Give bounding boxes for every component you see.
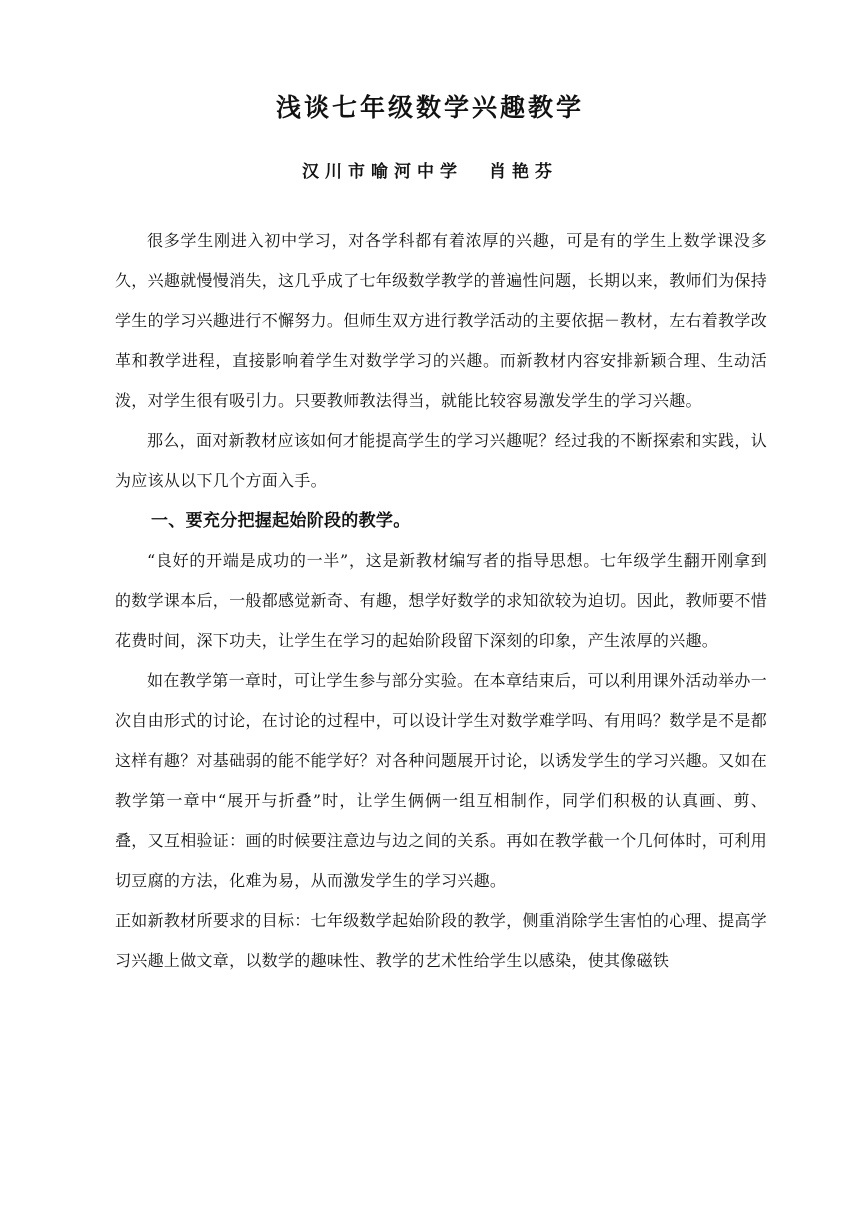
- document-title: 浅谈七年级数学兴趣教学: [275, 93, 584, 122]
- section-heading-1: 一、要充分把握起始阶段的教学。: [151, 511, 411, 531]
- author-line: [0, 156, 860, 188]
- paragraph-question: 那么，面对新教材应该如何才能提高学生的学习兴趣呢？经过我的不断探索和实践，认为应该从以下几个方面入手。: [115, 431, 767, 490]
- paragraph-intro: 很多学生刚进入初中学习，对各学科都有着浓厚的兴趣，可是有的学生上数学课没多久，兴趣就慢慢消失，这几乎成了七年级数学教学的普遍性问题，长期以来，教师们为保持学生的学习兴趣进行不懈努力。但师生双方进行教学活动的主要依据－教材，左右着教学改革和教学进程，直接影响着学生对数学学习的兴趣。而新教材内容安排新颖合理、生动活泼，对学生很有吸引力。只要教师教法得当，就能比较容易激发学生的学习兴趣。: [115, 231, 768, 410]
- document-body: [115, 221, 767, 981]
- paragraph-section1-b: 如在教学第一章时，可让学生参与部分实验。在本章结束后，可以利用课外活动举办一次自由形式的讨论，在讨论的过程中，可以设计学生对数学难学吗、有用吗？数学是不是都这样有趣？对基础弱的能不能学好？对各种问题展开讨论，以诱发学生的学习兴趣。又如在教学第一章中“展开与折叠”时，让学生俩俩一组互相制作，同学们积极的认真画、剪、叠，又互相验证：画的时候要注意边与边之间的关系。再如在教学截一个几何体时，可利用切豆腐的方法，化难为易，从而激发学生的学习兴趣。: [115, 671, 768, 890]
- author-name: 肖艳芬: [489, 162, 558, 182]
- paragraph-closing: 正如新教材所要求的目标：七年级数学起始阶段的教学，侧重消除学生害怕的心理、提高学习兴趣上做文章，以数学的趣味性、教学的艺术性给学生以感染，使其像磁铁: [115, 911, 768, 970]
- paragraph-section1-a: “良好的开端是成功的一半”，这是新教材编写者的指导思想。七年级学生翻开刚拿到的数学课本后，一般都感觉新奇、有趣，想学好数学的求知欲较为迫切。因此，教师要不惜花费时间，深下功夫，让学生在学习的起始阶段留下深刻的印象，产生浓厚的兴趣。: [115, 551, 768, 650]
- author-school: 汉川市喻河中学: [302, 162, 463, 182]
